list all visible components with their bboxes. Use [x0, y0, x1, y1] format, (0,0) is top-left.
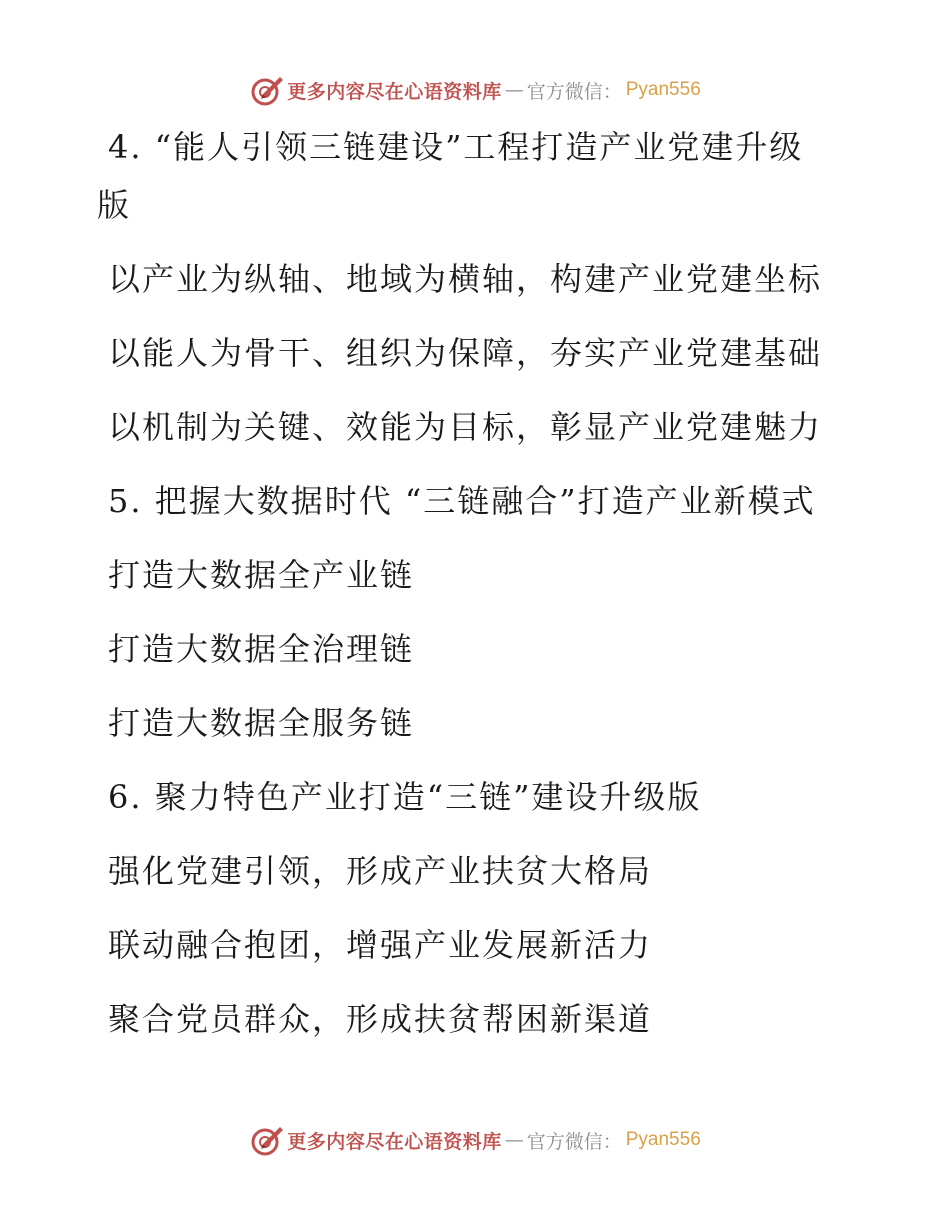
pen-logo-icon: [249, 1122, 285, 1158]
banner-wechat-label: 官方微信：: [526, 1130, 622, 1153]
footer-watermark-banner: [0, 1120, 950, 1160]
heading-item-4-wrap: 版: [97, 186, 132, 224]
heading-item-5: 5. 把握大数据时代 “三链融合”打造产业新模式: [108, 482, 816, 520]
header-watermark-banner: [0, 70, 950, 110]
heading-item-4: 4. “能人引领三链建设”工程打造产业党建升级: [108, 128, 804, 166]
body-line: 打造大数据全治理链: [108, 630, 415, 668]
body-line: 以能人为骨干、组织为保障，夯实产业党建基础: [108, 334, 823, 372]
body-line: 聚合党员群众，形成扶贫帮困新渠道: [108, 1000, 653, 1038]
banner-wechat-id: Pyan556: [625, 79, 701, 100]
body-line: 打造大数据全产业链: [108, 556, 415, 594]
heading-item-6: 6. 聚力特色产业打造“三链”建设升级版: [108, 778, 702, 816]
body-line: 以机制为关键、效能为目标，彰显产业党建魅力: [108, 408, 823, 446]
banner-wechat-id: Pyan556: [625, 1129, 701, 1150]
banner-dash: —: [504, 1129, 524, 1151]
banner-dash: —: [504, 79, 524, 101]
body-line: 强化党建引领，形成产业扶贫大格局: [108, 852, 653, 890]
banner-wechat-label: 官方微信：: [526, 80, 622, 103]
pen-logo-icon: [249, 72, 285, 108]
body-line: 以产业为纵轴、地域为横轴，构建产业党建坐标: [108, 260, 823, 298]
banner-lead-text: 更多内容尽在心语资料库: [287, 1130, 502, 1153]
body-line: 打造大数据全服务链: [108, 704, 415, 742]
banner-lead-text: 更多内容尽在心语资料库: [287, 80, 502, 103]
body-line: 联动融合抱团，增强产业发展新活力: [108, 926, 653, 964]
